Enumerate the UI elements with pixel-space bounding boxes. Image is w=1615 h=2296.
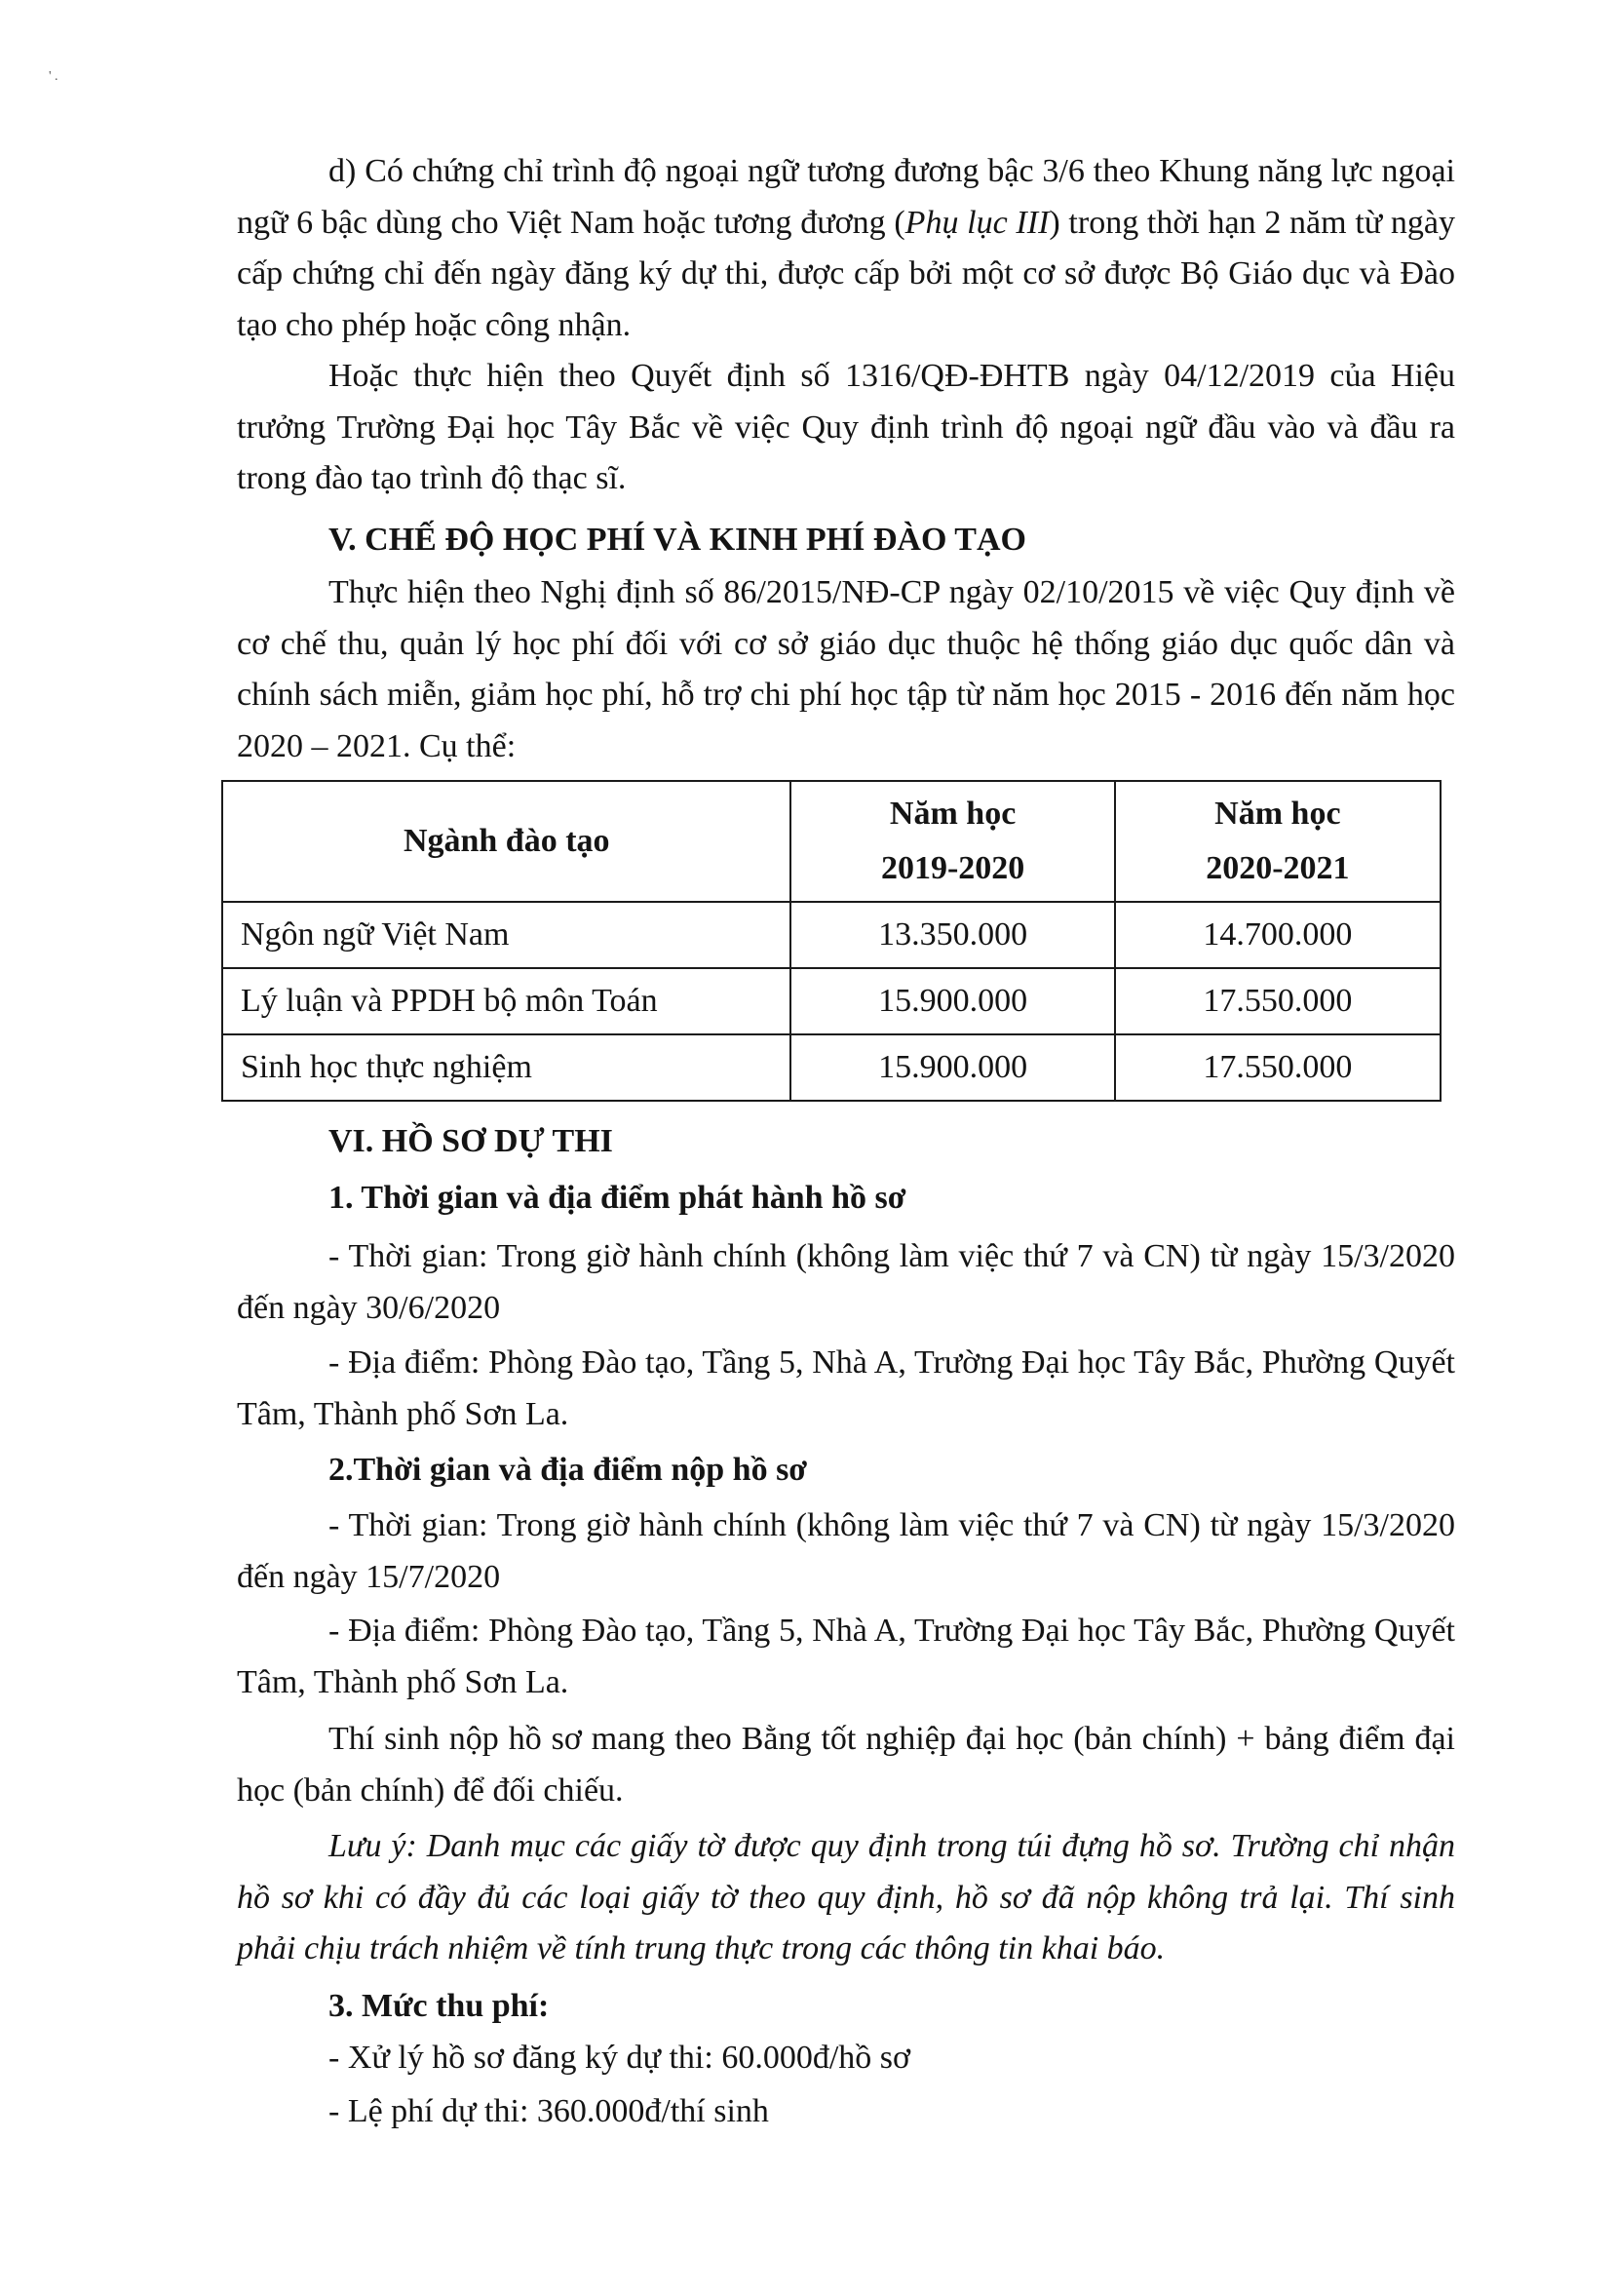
cell-fee: 15.900.000 <box>790 1034 1114 1101</box>
cell-fee: 17.550.000 <box>1115 1034 1441 1101</box>
scan-specks: ' . <box>49 69 58 84</box>
appendix-reference: Phụ lục III <box>904 204 1050 241</box>
paragraph-note: Lưu ý: Danh mục các giấy tờ được quy định trong túi đựng hồ sơ. Trường chỉ nhận hồ sơ khi có đầy đủ các loại giấy tờ theo quy định, hồ sơ đã nộp không trả lại. Thí sinh phải chịu trách nhiệm về tính trung thực trong các thông tin khai báo. <box>237 1828 1455 1966</box>
paragraph-text: ) trong thời hạn 2 năm từ ngày cấp chứng chỉ đến ngày đăng ký dự thi, được cấp bởi một cơ sở được Bộ Giáo dục và Đào tạo cho phép hoặc công nhận. <box>237 204 1456 343</box>
fee-processing: - Xử lý hồ sơ đăng ký dự thi: 60.000đ/hồ sơ <box>328 2040 910 2076</box>
paragraph-decision: Hoặc thực hiện theo Quyết định số 1316/QĐ-ĐHTB ngày 04/12/2019 của Hiệu trưởng Trường Đại học Tây Bắc về việc Quy định trình độ ngoại ngữ đầu vào và đầu ra trong đào tạo trình độ thạc sĩ. <box>237 358 1455 496</box>
section-heading-tuition: V. CHẾ ĐỘ HỌC PHÍ VÀ KINH PHÍ ĐÀO TẠO <box>328 522 1026 558</box>
cell-fee: 14.700.000 <box>1115 902 1441 968</box>
table-header-row <box>222 781 1441 902</box>
paragraph-documents: Thí sinh nộp hồ sơ mang theo Bằng tốt nghiệp đại học (bản chính) + bảng điểm đại học (bản chính) để đối chiếu. <box>237 1721 1455 1809</box>
paragraph-submission-place: - Địa điểm: Phòng Đào tạo, Tầng 5, Nhà A, Trường Đại học Tây Bắc, Phường Quyết Tâm, Thành phố Sơn La. <box>237 1613 1455 1700</box>
paragraph-decree: Thực hiện theo Nghị định số 86/2015/NĐ-CP ngày 02/10/2015 về việc Quy định về cơ chế thu, quản lý học phí đối với cơ sở giáo dục thuộc hệ thống giáo dục quốc dân và chính sách miễn, giảm học phí, hỗ trợ chi phí học tập từ năm học 2015 - 2016 đến năm học 2020 – 2021. Cụ thể: <box>237 574 1455 764</box>
cell-major: Ngôn ngữ Việt Nam <box>222 902 790 968</box>
subheading-submission: 2.Thời gian và địa điểm nộp hồ sơ <box>328 1452 808 1488</box>
paragraph-language-certificate <box>237 146 1455 351</box>
subheading-issue: 1. Thời gian và địa điểm phát hành hồ sơ <box>328 1180 906 1216</box>
table-row <box>222 902 1441 968</box>
section-heading-application: VI. HỒ SƠ DỰ THI <box>328 1123 613 1159</box>
header-label: Năm học <box>1214 796 1341 832</box>
cell-fee: 17.550.000 <box>1115 968 1441 1034</box>
cell-fee: 15.900.000 <box>790 968 1114 1034</box>
paragraph-submission-time: - Thời gian: Trong giờ hành chính (không làm việc thứ 7 và CN) từ ngày 15/3/2020 đến ngày 15/7/2020 <box>237 1507 1455 1595</box>
paragraph-issue-place: - Địa điểm: Phòng Đào tạo, Tầng 5, Nhà A, Trường Đại học Tây Bắc, Phường Quyết Tâm, Thành phố Sơn La. <box>237 1344 1455 1432</box>
header-major: Ngành đào tạo <box>222 781 790 902</box>
header-label: Năm học <box>889 796 1017 832</box>
fee-exam: - Lệ phí dự thi: 360.000đ/thí sinh <box>328 2093 769 2129</box>
cell-fee: 13.350.000 <box>790 902 1114 968</box>
subheading-fees: 3. Mức thu phí: <box>328 1988 550 2024</box>
paragraph-issue-time: - Thời gian: Trong giờ hành chính (không làm việc thứ 7 và CN) từ ngày 15/3/2020 đến ngày 30/6/2020 <box>237 1238 1455 1326</box>
table-row <box>222 1034 1441 1101</box>
header-year-2019-2020 <box>790 781 1114 902</box>
header-label: 2020-2021 <box>1206 850 1350 886</box>
table-row <box>222 968 1441 1034</box>
tuition-table <box>221 780 1442 1102</box>
cell-major: Lý luận và PPDH bộ môn Toán <box>222 968 790 1034</box>
paragraph-text: d) Có chứng chỉ trình độ ngoại ngữ tương đương bậc 3/6 theo Khung năng lực ngoại ngữ 6 bậc dùng cho Việt Nam hoặc tương đương ( <box>237 153 1455 241</box>
header-year-2020-2021 <box>1115 781 1441 902</box>
cell-major: Sinh học thực nghiệm <box>222 1034 790 1101</box>
header-label: 2019-2020 <box>880 850 1025 886</box>
